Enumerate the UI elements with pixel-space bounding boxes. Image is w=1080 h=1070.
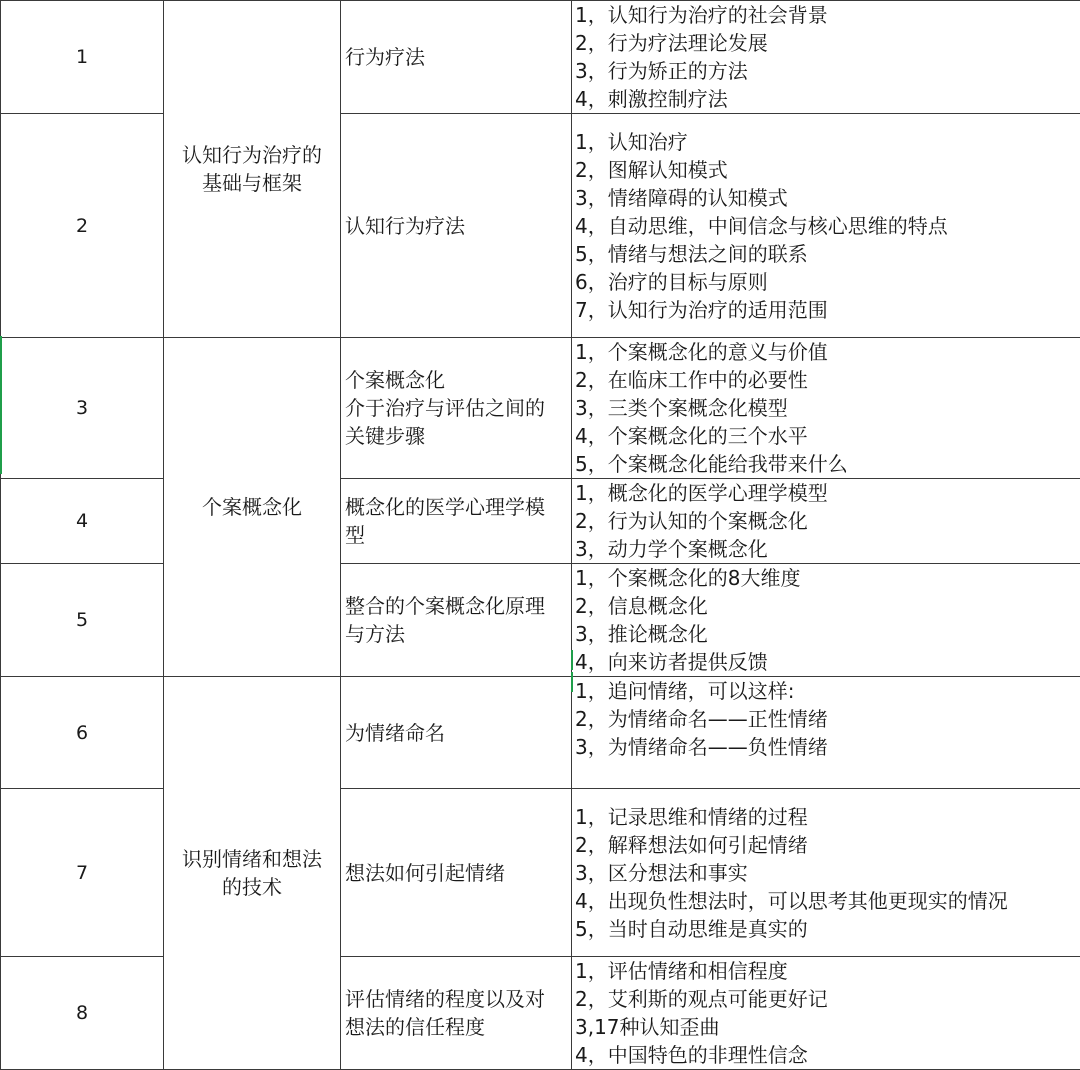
- content-cell[interactable]: [572, 957, 1080, 1070]
- table-row: [1, 564, 1080, 677]
- content-cell[interactable]: [572, 114, 1080, 338]
- list-item: 4，出现负性想法时，可以思考其他更现实的情况: [575, 887, 1080, 915]
- topic-cell[interactable]: [341, 677, 572, 789]
- topic-line: 关键步骤: [345, 422, 567, 450]
- list-item: 1，概念化的医学心理学模型: [575, 479, 1080, 507]
- topic-line: 概念化的医学心理学模: [345, 493, 567, 521]
- topic-line: 行为疗法: [345, 43, 567, 71]
- list-item: 2，为情绪命名——正性情绪: [575, 705, 1080, 733]
- topic-cell[interactable]: [341, 957, 572, 1070]
- topic-line: 个案概念化: [345, 366, 567, 394]
- list-item: 3,17种认知歪曲: [575, 1013, 1080, 1041]
- list-item: 2，行为疗法理论发展: [575, 29, 1080, 57]
- section-title-line: 的技术: [164, 873, 340, 901]
- topic-cell[interactable]: [341, 338, 572, 479]
- list-item: 3，情绪障碍的认知模式: [575, 184, 1080, 212]
- list-item: 1，认知治疗: [575, 128, 1080, 156]
- topic-line: 型: [345, 521, 567, 549]
- list-item: 2，艾利斯的观点可能更好记: [575, 985, 1080, 1013]
- section-title-line: 基础与框架: [164, 169, 340, 197]
- topic-line: 与方法: [345, 620, 567, 648]
- content-cell[interactable]: [572, 677, 1080, 789]
- list-item: 3，行为矫正的方法: [575, 57, 1080, 85]
- list-item: 4，中国特色的非理性信念: [575, 1041, 1080, 1069]
- row-number[interactable]: 7: [1, 789, 164, 957]
- list-item: 2，行为认知的个案概念化: [575, 507, 1080, 535]
- row-number[interactable]: 6: [1, 677, 164, 789]
- section-title-line: 个案概念化: [164, 493, 340, 521]
- list-item: 4，自动思维，中间信念与核心思维的特点: [575, 212, 1080, 240]
- list-item: 1，个案概念化的意义与价值: [575, 338, 1080, 366]
- cell-error-marker: [571, 672, 573, 692]
- list-item: 1，记录思维和情绪的过程: [575, 803, 1080, 831]
- topic-line: 介于治疗与评估之间的: [345, 394, 567, 422]
- list-item: 2，在临床工作中的必要性: [575, 366, 1080, 394]
- list-item: 4，刺激控制疗法: [575, 85, 1080, 113]
- row-number[interactable]: 2: [1, 114, 164, 338]
- cell-error-marker: [0, 336, 2, 474]
- list-item: 3，推论概念化: [575, 620, 1080, 648]
- row-number[interactable]: 1: [1, 1, 164, 114]
- list-item: 3，动力学个案概念化: [575, 535, 1080, 563]
- topic-line: 想法如何引起情绪: [345, 859, 567, 887]
- section-cell[interactable]: [164, 338, 341, 677]
- list-item: 5，个案概念化能给我带来什么: [575, 450, 1080, 478]
- row-number[interactable]: 5: [1, 564, 164, 677]
- table-row: [1, 479, 1080, 564]
- table-row: [1, 677, 1080, 789]
- list-item: 1，追问情绪，可以这样:: [575, 677, 1080, 705]
- topic-cell[interactable]: [341, 564, 572, 677]
- row-number[interactable]: 3: [1, 338, 164, 479]
- table-row: [1, 338, 1080, 479]
- list-item: 5，当时自动思维是真实的: [575, 915, 1080, 943]
- row-number[interactable]: 4: [1, 479, 164, 564]
- content-cell[interactable]: [572, 1, 1080, 114]
- list-item: 4，向来访者提供反馈: [575, 648, 1080, 676]
- list-item: 1，认知行为治疗的社会背景: [575, 1, 1080, 29]
- section-title-line: 识别情绪和想法: [164, 845, 340, 873]
- topic-cell[interactable]: [341, 479, 572, 564]
- section-title-line: 认知行为治疗的: [164, 141, 340, 169]
- table-row: [1, 789, 1080, 957]
- topic-line: 评估情绪的程度以及对: [345, 985, 567, 1013]
- topic-line: 想法的信任程度: [345, 1013, 567, 1041]
- topic-cell[interactable]: [341, 1, 572, 114]
- content-cell[interactable]: [572, 338, 1080, 479]
- list-item: 3，区分想法和事实: [575, 859, 1080, 887]
- list-item: 2，解释想法如何引起情绪: [575, 831, 1080, 859]
- row-number[interactable]: 8: [1, 957, 164, 1070]
- list-item: 2，信息概念化: [575, 592, 1080, 620]
- topic-cell[interactable]: [341, 789, 572, 957]
- table-row: [1, 114, 1080, 338]
- cell-error-marker: [571, 650, 573, 670]
- topic-line: 为情绪命名: [345, 719, 567, 747]
- list-item: 6，治疗的目标与原则: [575, 268, 1080, 296]
- content-cell[interactable]: [572, 564, 1080, 677]
- list-item: 2，图解认知模式: [575, 156, 1080, 184]
- list-item: 7，认知行为治疗的适用范围: [575, 296, 1080, 324]
- topic-line: 整合的个案概念化原理: [345, 592, 567, 620]
- section-cell[interactable]: [164, 1, 341, 338]
- table-row: [1, 1, 1080, 114]
- table-row: [1, 957, 1080, 1070]
- list-item: 1，评估情绪和相信程度: [575, 957, 1080, 985]
- section-cell[interactable]: [164, 677, 341, 1070]
- list-item: 1，个案概念化的8大维度: [575, 564, 1080, 592]
- content-cell[interactable]: [572, 479, 1080, 564]
- topic-cell[interactable]: [341, 114, 572, 338]
- list-item: 3，三类个案概念化模型: [575, 394, 1080, 422]
- list-item: 3，为情绪命名——负性情绪: [575, 733, 1080, 761]
- content-cell[interactable]: [572, 789, 1080, 957]
- list-item: 5，情绪与想法之间的联系: [575, 240, 1080, 268]
- list-item: 4，个案概念化的三个水平: [575, 422, 1080, 450]
- topic-line: 认知行为疗法: [345, 212, 567, 240]
